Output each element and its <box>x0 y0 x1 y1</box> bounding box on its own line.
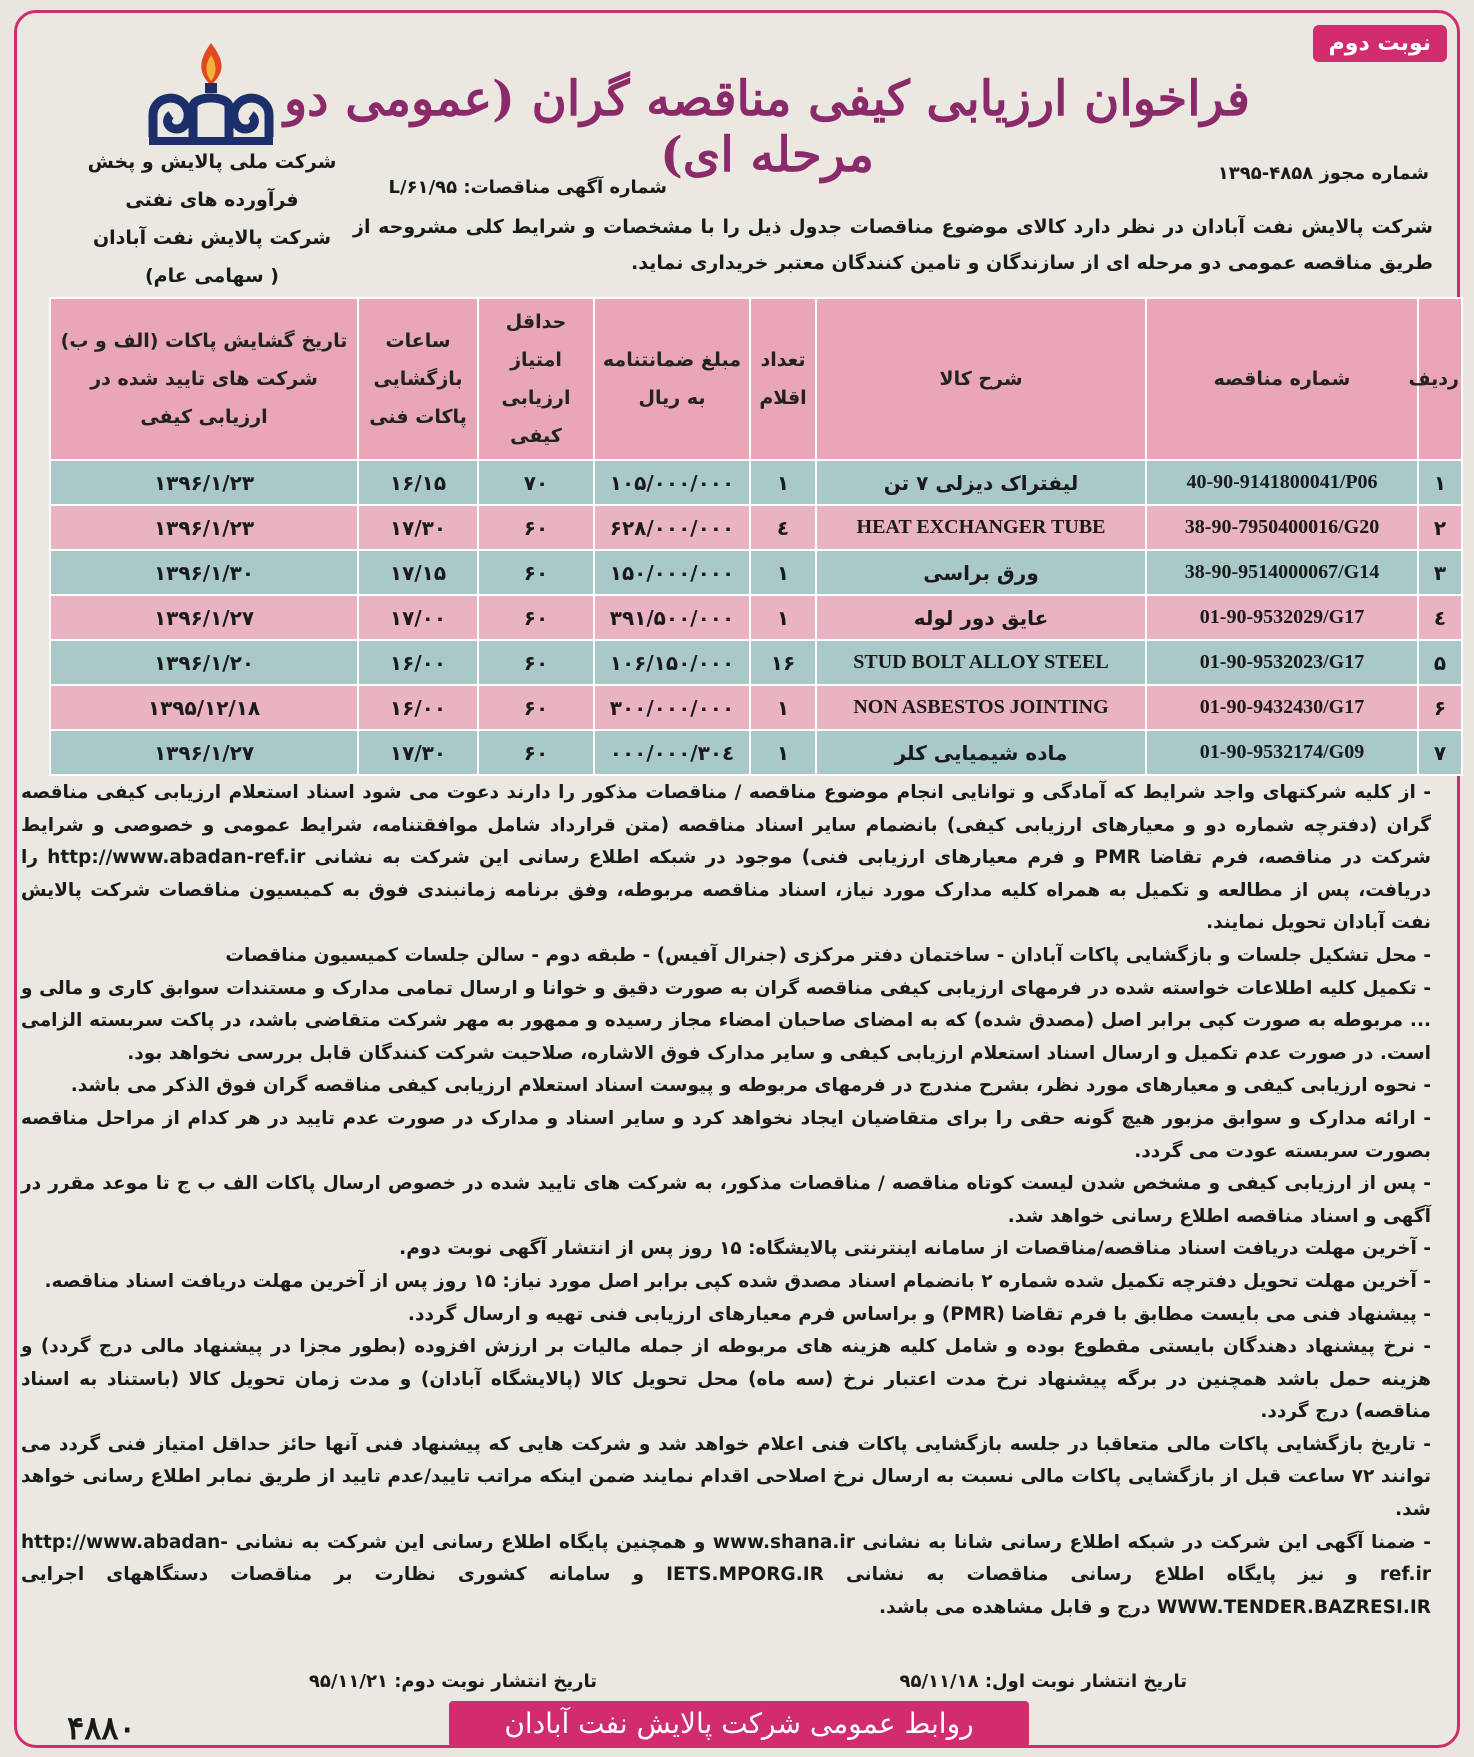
cell-open-date: ۱۳۹۶/۱/۲۰ <box>50 640 358 685</box>
cell-tender-number: 01-90-9432430/G17 <box>1146 685 1418 730</box>
cell-min-score: ۶۰ <box>478 595 594 640</box>
ad-number: شماره آگهی مناقصات: ۹۵/L/۶۱ <box>388 177 667 198</box>
cell-row-number: ۱ <box>1418 460 1462 505</box>
cell-guarantee: ۱۵۰/۰۰۰/۰۰۰ <box>594 550 750 595</box>
edition-badge: نوبت دوم <box>1313 25 1447 62</box>
header-tender-number: شماره مناقصه <box>1146 298 1418 460</box>
cell-min-score: ۶۰ <box>478 685 594 730</box>
table-header-row <box>50 298 1462 460</box>
cell-description: ماده شیمیایی کلر <box>816 730 1146 775</box>
cell-tender-number: 38-90-9514000067/G14 <box>1146 550 1418 595</box>
company-line: شرکت ملی پالایش و پخش <box>87 151 337 173</box>
cell-guarantee: ۳۰٤/۰۰۰/۰۰۰ <box>594 730 750 775</box>
ad-code: ۴۸۸۰ <box>67 1709 136 1747</box>
cell-guarantee: ۶۲۸/۰۰۰/۰۰۰ <box>594 505 750 550</box>
cell-quantity: ۱۶ <box>750 640 816 685</box>
cell-quantity: ۱ <box>750 460 816 505</box>
cell-quantity: ٤ <box>750 505 816 550</box>
cell-tender-number: 38-90-7950400016/G20 <box>1146 505 1418 550</box>
cell-quantity: ۱ <box>750 550 816 595</box>
table-row <box>50 685 1462 730</box>
term-paragraph: - نحوه ارزیابی کیفی و معیارهای مورد نظر، بشرح مندرج در فرمهای مربوطه و پیوست اسناد استعلام ارزیابی کیفی مناقصه گران فوق الذکر می باشد. <box>70 1075 1431 1097</box>
term-paragraph: - محل تشکیل جلسات و بازگشایی پاکات آبادان - ساختمان دفتر مرکزی (جنرال آفیس) - طبقه دوم - سالن جلسات کمیسیون مناقصات <box>225 944 1431 966</box>
term-paragraph: - آخرین مهلت دریافت اسناد مناقصه/مناقصات از سامانه اینترنتی پالایشگاه: ۱۵ روز پس از انتشار آگهی نوبت دوم. <box>399 1238 1431 1260</box>
cell-row-number: ۲ <box>1418 505 1462 550</box>
cell-description: NON ASBESTOS JOINTING <box>816 685 1146 730</box>
cell-guarantee: ۱۰۶/۱۵۰/۰۰۰ <box>594 640 750 685</box>
term-paragraph: - پس از ارزیابی کیفی و مشخص شدن لیست کوتاه مناقصه / مناقصات مذکور، به شرکت های تایید شده در خصوص ارسال پاکات الف ب ج تا موعد مقرر در آگهی و اسناد مناقصه اطلاع رسانی خواهد شد. <box>21 1173 1431 1227</box>
company-line: شرکت پالایش نفت آبادان <box>92 227 332 249</box>
table-row <box>50 595 1462 640</box>
cell-open-hour: ۱۷/۳۰ <box>358 505 478 550</box>
public-relations-banner: روابط عمومی شرکت پالایش نفت آبادان <box>449 1701 1029 1747</box>
cell-description: عایق دور لوله <box>816 595 1146 640</box>
header-quantity: تعداد اقلام <box>750 298 816 460</box>
cell-row-number: ۵ <box>1418 640 1462 685</box>
cell-min-score: ۶۰ <box>478 640 594 685</box>
header-open-date: تاریخ گشایش پاکات (الف و ب) شرکت های تایید شده در ارزیابی کیفی <box>50 298 358 460</box>
term-paragraph: - تاریخ بازگشایی پاکات مالی متعاقبا در جلسه بازگشایی پاکات فنی اعلام خواهد شد و شرکت هایی که پیشنهاد فنی آنها حائز حداقل امتیاز فنی گردد می توانند ۷۲ ساعت قبل از بازگشایی پاکات مالی نسبت به ارسال نرخ اصلاحی اقدام نمایند ضمن اینکه مراتب تایید/عدم تایید از طریق نمابر اطلاع رسانی خواهد شد. <box>21 1433 1431 1521</box>
company-line: فرآورده های نفتی <box>125 189 299 211</box>
cell-open-date: ۱۳۹۶/۱/۲۷ <box>50 595 358 640</box>
term-paragraph: - از کلیه شرکتهای واجد شرایط که آمادگی و توانایی انجام موضوع مناقصه / مناقصات مذکور را دارند دعوت می شود اسناد استعلام ارزیابی کیفی مناقصه گران (دفترچه شماره دو و معیارهای ارزیابی کیفی) بانضمام سایر اسناد مناقصه (متن قرارداد شامل موافقتنامه، شرایط عمومی و خصوصی و شرایط شرکت در مناقصه، فرم تقاضا PMR و فرم معیارهای ارزیابی فنی) موجود در شبکه اطلاع رسانی این شرکت به نشانی http://www.abadan-ref.ir را دریافت، پس از مطالعه و تکمیل به همراه کلیه مدارک مورد نیاز، اسناد مناقصه مربوطه، وفق برنامه زمانبندی فوق به کمیسیون مناقصات شرکت پالایش نفت آبادان تحویل نمایند. <box>21 782 1432 934</box>
intro-text: شرکت پالایش نفت آبادان در نظر دارد کالای موضوع مناقصات جدول ذیل را با مشخصات و شرایط کلی مشروحه از طریق مناقصه عمومی دو مرحله ای از سازندگان و تامین کنندگان معتبر خریداری نماید. <box>353 216 1433 274</box>
cell-min-score: ۷۰ <box>478 460 594 505</box>
cell-open-date: ۱۳۹۶/۱/۲۳ <box>50 505 358 550</box>
term-paragraph: - نرخ پیشنهاد دهندگان بایستی مقطوع بوده و شامل کلیه هزینه های مربوطه از جمله مالیات بر ارزش افزوده (بطور مجزا در پیشنهاد مالی درج گردد) و هزینه حمل باشد همچنین در برگه پیشنهاد نرخ مدت اعتبار نرخ (سه ماه) محل تحویل کالا (پالایشگاه آبادان) و مدت زمان تحویل کالا (باستناد به اسناد مناقصه) درج گردد. <box>21 1336 1431 1423</box>
cell-tender-number: 01-90-9532174/G09 <box>1146 730 1418 775</box>
term-paragraph: - تکمیل کلیه اطلاعات خواسته شده در فرمهای ارزیابی کیفی مناقصه گران به صورت دقیق و خوانا و ارسال تمامی مدارک و مستندات سوابق کاری و مالی و ... مربوطه به صورت کپی برابر اصل (مصدق شده) که به امضای صاحبان امضاء مجاز رسیده و ممهور به مهر شرکت متقاضی باشد، در پاکت سربسته الزامی است. در صورت عدم تکمیل و ارسال اسناد استعلام ارزیابی کیفی و سایر مدارک فوق الاشاره، صلاحیت شرکت کنندگان قابل بررسی نخواهد بود. <box>21 977 1431 1064</box>
terms-section <box>21 777 1431 1624</box>
cell-guarantee: ۳۹۱/۵۰۰/۰۰۰ <box>594 595 750 640</box>
header-min-score: حداقل امتیاز ارزیابی کیفی <box>478 298 594 460</box>
first-publication-date: تاریخ انتشار نوبت اول: ۹۵/۱۱/۱۸ <box>899 1671 1187 1692</box>
cell-row-number: ۷ <box>1418 730 1462 775</box>
table-row <box>50 550 1462 595</box>
header-open-hour: ساعات بازگشایی پاکات فنی <box>358 298 478 460</box>
cell-open-date: ۱۳۹۶/۱/۳۰ <box>50 550 358 595</box>
cell-min-score: ۶۰ <box>478 505 594 550</box>
cell-description: ورق براسی <box>816 550 1146 595</box>
cell-description: HEAT EXCHANGER TUBE <box>816 505 1146 550</box>
cell-description: STUD BOLT ALLOY STEEL <box>816 640 1146 685</box>
cell-open-hour: ۱۷/۰۰ <box>358 595 478 640</box>
header-description: شرح کالا <box>816 298 1146 460</box>
refinery-logo-icon <box>143 41 279 149</box>
cell-min-score: ۶۰ <box>478 550 594 595</box>
company-line: ( سهامی عام) <box>145 265 279 287</box>
cell-guarantee: ۱۰۵/۰۰۰/۰۰۰ <box>594 460 750 505</box>
cell-guarantee: ۳۰۰/۰۰۰/۰۰۰ <box>594 685 750 730</box>
notice-page <box>14 10 1460 1748</box>
cell-tender-number: 01-90-9532029/G17 <box>1146 595 1418 640</box>
tender-table <box>49 297 1463 776</box>
cell-min-score: ۶۰ <box>478 730 594 775</box>
term-paragraph: - پیشنهاد فنی می بایست مطابق با فرم تقاضا (PMR) و براساس فرم معیارهای ارزیابی فنی تهیه و ارسال گردد. <box>407 1303 1431 1325</box>
permit-number: شماره مجوز ۴۸۵۸-۱۳۹۵ <box>1217 163 1429 184</box>
cell-open-date: ۱۳۹۶/۱/۲۷ <box>50 730 358 775</box>
cell-tender-number: 40-90-9141800041/P06 <box>1146 460 1418 505</box>
cell-row-number: ۶ <box>1418 685 1462 730</box>
cell-row-number: ۳ <box>1418 550 1462 595</box>
cell-description: لیفتراک دیزلی ۷ تن <box>816 460 1146 505</box>
notice-title: فراخوان ارزیابی کیفی مناقصه گران (عمومی دو مرحله ای) <box>284 71 1250 183</box>
cell-quantity: ۱ <box>750 685 816 730</box>
cell-quantity: ۱ <box>750 730 816 775</box>
cell-open-hour: ۱۶/۰۰ <box>358 640 478 685</box>
table-row <box>50 505 1462 550</box>
cell-open-hour: ۱۷/۱۵ <box>358 550 478 595</box>
cell-open-hour: ۱۶/۱۵ <box>358 460 478 505</box>
term-paragraph: - ضمنا آگهی این شرکت در شبکه اطلاع رسانی شانا به نشانی www.shana.ir و همچنین پایگاه اطلاع رسانی این شرکت به نشانی http://www.abadan-ref.ir و نیز پایگاه اطلاع رسانی مناقصات به نشانی IETS.MPORG.IR و سامانه کشوری نظارت بر مناقصات دستگاههای اجرایی WWW.TENDER.BAZRESI.IR درج و قابل مشاهده می باشد. <box>21 1531 1431 1618</box>
cell-tender-number: 01-90-9532023/G17 <box>1146 640 1418 685</box>
cell-open-date: ۱۳۹۶/۱/۲۳ <box>50 460 358 505</box>
table-row <box>50 730 1462 775</box>
term-paragraph: - ارائه مدارک و سوابق مزبور هیچ گونه حقی را برای متقاضیان ایجاد نخواهد کرد و سایر اسناد و مدارک در صورت عدم تایید در هر کدام از مراحل مناقصه بصورت سربسته عودت می گردد. <box>21 1107 1431 1162</box>
second-publication-date: تاریخ انتشار نوبت دوم: ۹۵/۱۱/۲۱ <box>308 1671 597 1692</box>
cell-quantity: ۱ <box>750 595 816 640</box>
cell-open-date: ۱۳۹۵/۱۲/۱۸ <box>50 685 358 730</box>
table-row <box>50 640 1462 685</box>
cell-open-hour: ۱۶/۰۰ <box>358 685 478 730</box>
cell-row-number: ٤ <box>1418 595 1462 640</box>
header-row-number: ردیف <box>1418 298 1462 460</box>
cell-open-hour: ۱۷/۳۰ <box>358 730 478 775</box>
header-guarantee: مبلغ ضمانتنامه به ریال <box>594 298 750 460</box>
term-paragraph: - آخرین مهلت تحویل دفترچه تکمیل شده شماره ۲ بانضمام اسناد مصدق شده کپی برابر اصل مورد نیاز: ۱۵ روز پس از آخرین مهلت دریافت اسناد مناقصه. <box>44 1270 1431 1292</box>
company-block <box>77 143 347 295</box>
table-row <box>50 460 1462 505</box>
